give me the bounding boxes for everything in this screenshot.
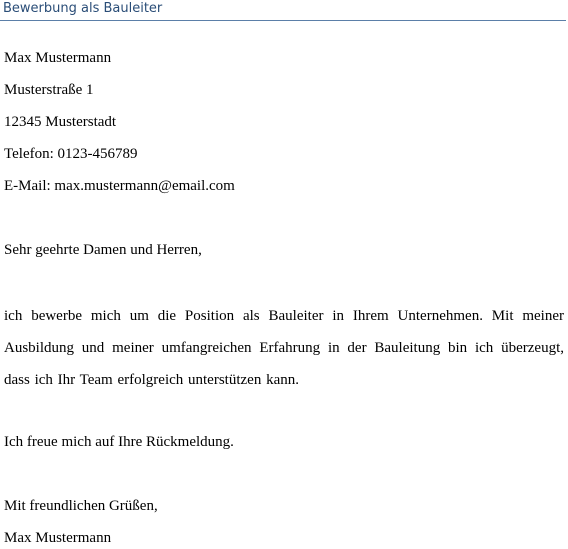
body-line: dass ich Ihr Team erfolgreich unterstützen kann. xyxy=(4,372,299,388)
body-line: ich bewerbe mich um die Position als Bauleiter in Ihrem Unternehmen. Mit meiner xyxy=(4,308,564,324)
document-header-title: Bewerbung als Bauleiter xyxy=(3,1,163,16)
body-paragraph xyxy=(4,300,564,396)
closing-paragraph: Ich freue mich auf Ihre Rückmeldung. xyxy=(4,434,234,450)
sender-name: Max Mustermann xyxy=(4,50,112,66)
closing-greeting: Mit freundlichen Grüßen, xyxy=(4,498,158,514)
salutation: Sehr geehrte Damen und Herren, xyxy=(4,242,202,258)
header-divider xyxy=(0,20,566,21)
signature-name: Max Mustermann xyxy=(4,530,112,546)
body-line: Ausbildung und meiner umfangreichen Erfahrung in der Bauleitung bin ich überzeugt, xyxy=(4,340,564,356)
sender-city: 12345 Musterstadt xyxy=(4,114,117,130)
sender-phone: Telefon: 0123-456789 xyxy=(4,146,138,162)
sender-email: E-Mail: max.mustermann@email.com xyxy=(4,178,235,194)
sender-street: Musterstraße 1 xyxy=(4,82,94,98)
